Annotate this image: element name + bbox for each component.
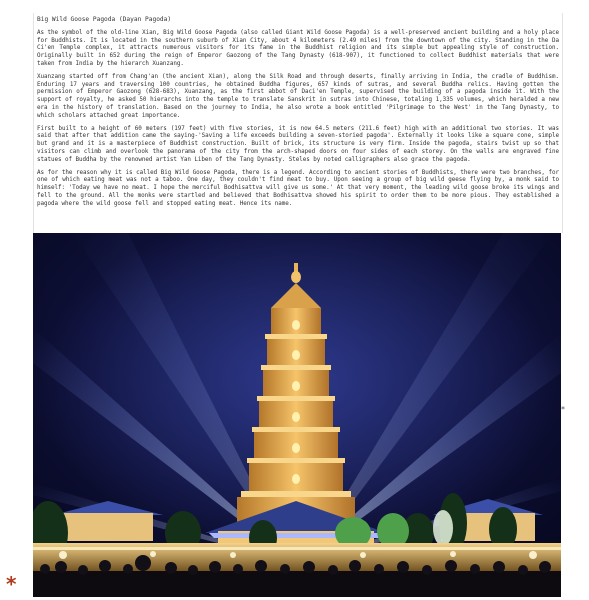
article-paragraph: First built to a height of 60 meters (197 feet) with five stories, it is now 64.5 meters (211.6 feet) high with an additional two stories. It was said that after that addition came the saying-'Saving a life exceeds building a seven-storied pagoda'. Externally it looks like a square cone, simple but grand and it is a masterpiece of Buddhist construction. Built of brick, its structure is very firm. Inside the pagoda, stairs twist up so that visitors can climb and overlook the panorama of the city from the arch-shaped doors on four sides of each storey. On the walls are engraved fine statues of Buddha by the renowned artist Yan Liben of the Tang Dynasty. Steles by noted calligraphers also grace the pagoda. (37, 125, 559, 163)
edge-mark-icon: * (561, 405, 565, 414)
article-title: Big Wild Goose Pagoda (Dayan Pagoda) (37, 16, 172, 23)
decorative-asterisk-icon: * (6, 572, 17, 596)
article-panel (33, 13, 563, 233)
article-paragraph: As the symbol of the old-line Xian, Big Wild Goose Pagoda (also called Giant Wild Goose Pagoda) is a well-preserved ancient building and a holy place for Buddhists. It is located in the southern suburb of Xian City, about 4 kilometers (2.49 miles) from the downtown of the city. Standing in the Da Ci'en Temple complex, it attracts numerous visitors for its fame in the Buddhist religion and its simple but appealing style of construction. Originally built in 652 during the reign of Emperor Gaozong of the Tang Dynasty (618-907), it functioned to collect Buddhist materials that were taken from India by the hierarch Xuanzang. (37, 30, 559, 67)
article-paragraph: Xuanzang started off from Chang'an (the ancient Xian), along the Silk Road and through deserts, finally arriving in India, the cradle of Buddhism. Enduring 17 years and traversing 100 countries, he obtained Buddha figures, 657 kinds of sutras, and several Buddha relics. Having gotten the permission of Emperor Gaozong (628-683), Xuanzang, as the first abbot of Daci'en Temple, supervised the building of a pagoda inside it. With the support of royalty, he asked 50 hierarchs into the temple to translate Sanskrit in sutras into Chinese, totaling 1,335 volumes, which heralded a new era in the history of translation. Based on the journey to India, he also wrote a book entitled 'Pilgrimage to the West' in the Tang Dynasty, to which scholars attached great importance. (37, 74, 559, 119)
article-paragraph: As for the reason why it is called Big Wild Goose Pagoda, there is a legend. According to ancient stories of Buddhists, there were two branches, for one of which eating meat was not a taboo. One day, they couldn't find meat to buy. Upon seeing a group of big wild geese flying by, a monk said to himself: 'Today we have no meat. I hope the merciful Bodhisattva will give us some.' At that very moment, the leading wild goose broke its wings and fell to the ground. All the monks were startled and believed that Bodhisattva showed his spirit to order them to be more pious. They established a pagoda where the wild goose fell and stopped eating meat. Hence its name. (37, 169, 559, 207)
pagoda-night-photo (33, 233, 561, 597)
